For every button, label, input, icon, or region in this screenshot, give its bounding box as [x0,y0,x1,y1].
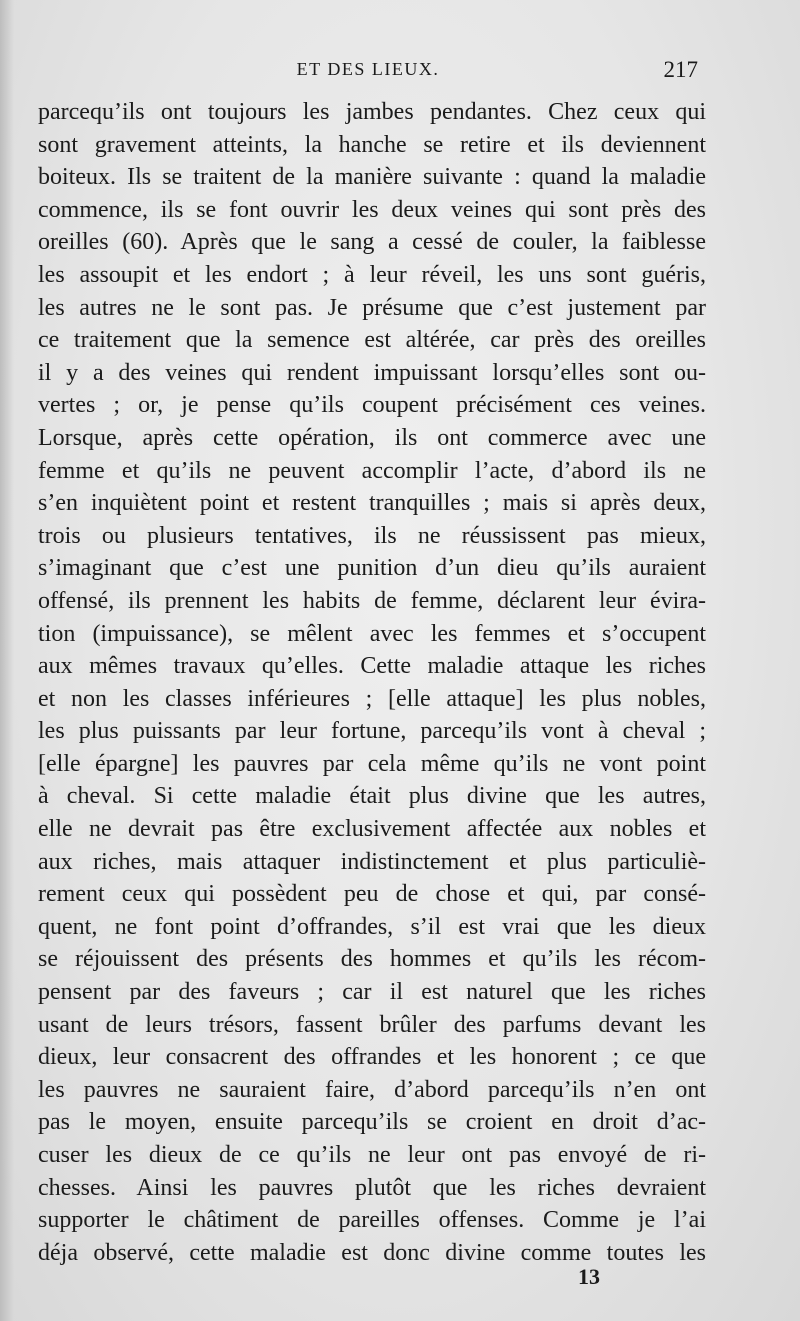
text-line: s’imaginant que c’est une punition d’un dieu qu’ils auraient [38,555,706,582]
text-line: boiteux. Ils se traitent de la manière suivante : quand la maladie [38,164,706,191]
text-line: quent, ne font point d’offrandes, s’il est vrai que les dieux [38,913,706,940]
text-line: rement ceux qui possèdent peu de chose et qui, par consé- [38,881,706,908]
text-line: aux riches, mais attaquer indistinctement et plus particuliè- [38,848,706,875]
text-line: à cheval. Si cette maladie était plus divine que les autres, [38,783,706,810]
text-line: aux mêmes travaux qu’elles. Cette maladie attaque les riches [38,653,706,680]
text-line: trois ou plusieurs tentatives, ils ne réussissent pas mieux, [38,522,706,549]
text-line: pas le moyen, ensuite parcequ’ils se croient en droit d’ac- [38,1109,706,1136]
text-line: vertes ; or, je pense qu’ils coupent précisément ces veines. [38,392,706,419]
text-line: sont gravement atteints, la hanche se retire et ils deviennent [38,131,706,158]
running-head: ET DES LIEUX. [296,59,440,79]
signature-mark: 13 [578,1264,600,1289]
text-line: offensé, ils prennent les habits de femme, déclarent leur évira- [38,587,706,614]
text-line: commence, ils se font ouvrir les deux veines qui sont près des [38,196,706,223]
page-header [38,57,698,89]
page-edge-shadow [0,0,14,1321]
text-line: les assoupit et les endort ; à leur réveil, les uns sont guéris, [38,261,706,288]
text-line: oreilles (60). Après que le sang a cessé de couler, la faiblesse [38,229,706,256]
body-text [38,96,706,1269]
text-line: parcequ’ils ont toujours les jambes pendantes. Chez ceux qui [38,99,706,125]
text-line: usant de leurs trésors, fassent brûler des parfums devant les [38,1011,706,1038]
text-line: cuser les dieux de ce qu’ils ne leur ont pas envoyé de ri- [38,1142,706,1168]
text-line: elle ne devrait pas être exclusivement affectée aux nobles et [38,816,706,843]
text-line: il y a des veines qui rendent impuissant lorsqu’elles sont ou- [38,359,706,386]
text-line: [elle épargne] les pauvres par cela même qu’ils ne vont point [38,750,706,777]
text-line: et non les classes inférieures ; [elle attaque] les plus nobles, [38,685,706,712]
text-line: supporter le châtiment de pareilles offenses. Comme je l’ai [38,1207,706,1234]
text-line: les pauvres ne sauraient faire, d’abord parcequ’ils n’en ont [38,1076,706,1103]
text-line: dieux, leur consacrent des offrandes et les honorent ; ce que [38,1044,706,1071]
text-line: femme et qu’ils ne peuvent accomplir l’acte, d’abord ils ne [38,457,706,484]
text-line: déja observé, cette maladie est donc divine comme toutes les [38,1239,706,1266]
text-line: s’en inquiètent point et restent tranquilles ; mais si après deux, [38,490,706,517]
text-line: tion (impuissance), se mêlent avec les femmes et s’occupent [38,620,706,647]
text-line: ce traitement que la semence est altérée, car près des oreilles [38,327,706,354]
text-line: se réjouissent des présents des hommes et qu’ils les récom- [38,946,706,973]
text-line: Lorsque, après cette opération, ils ont commerce avec une [38,424,706,451]
text-line: pensent par des faveurs ; car il est naturel que les riches [38,979,706,1006]
text-line: les plus puissants par leur fortune, parcequ’ils vont à cheval ; [38,718,706,745]
text-line: les autres ne le sont pas. Je présume que c’est justement par [38,294,706,321]
page-number: 217 [663,57,698,82]
text-line: chesses. Ainsi les pauvres plutôt que les riches devraient [38,1174,706,1201]
